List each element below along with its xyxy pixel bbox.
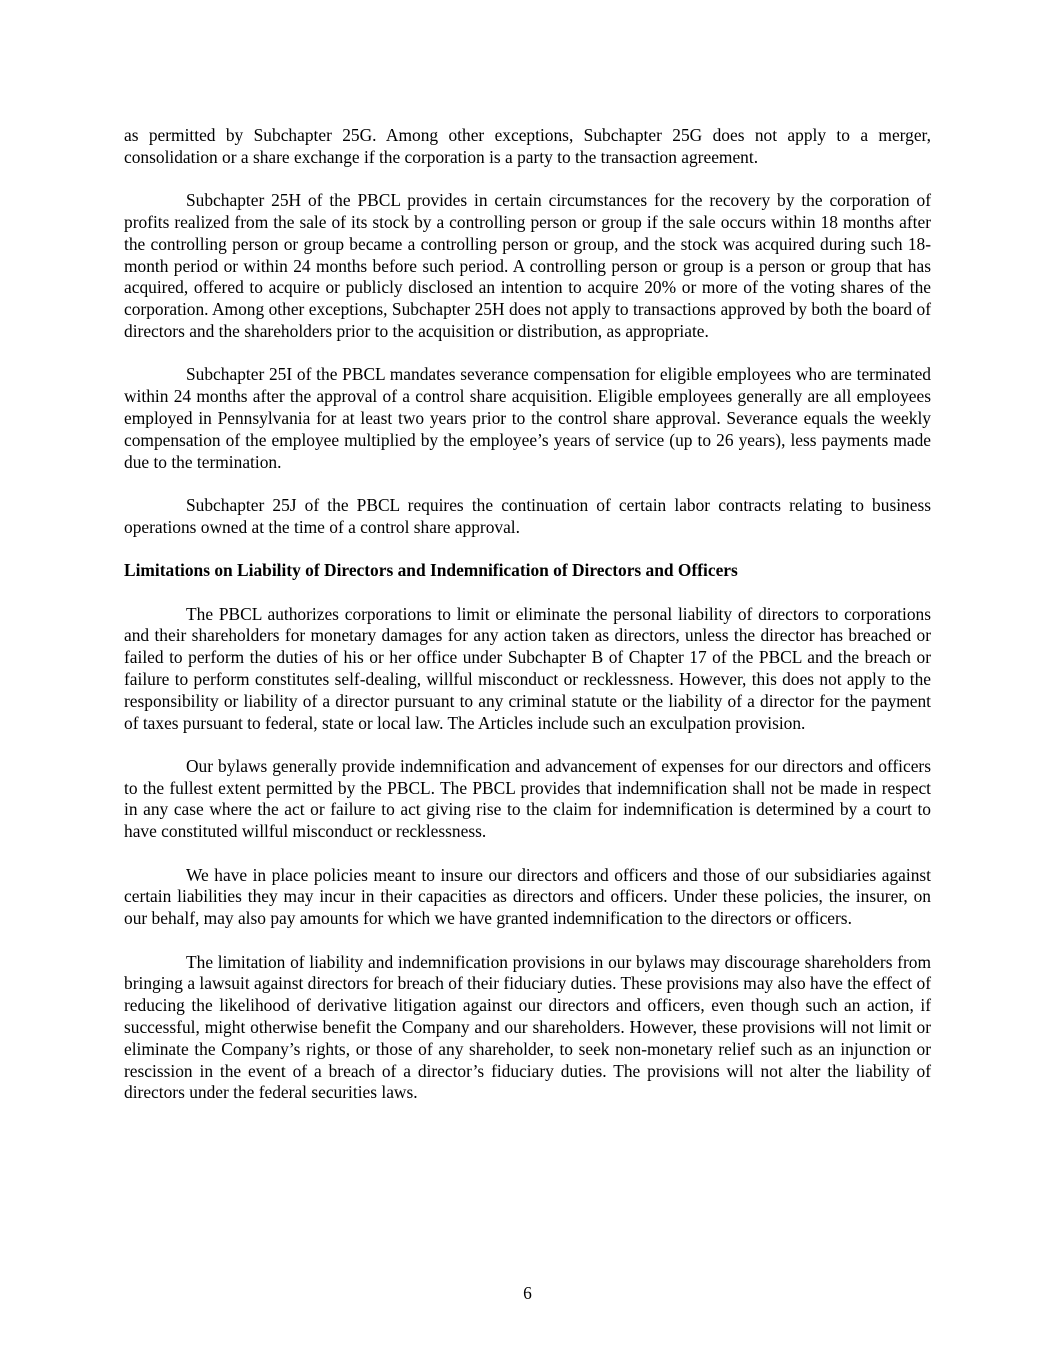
- paragraph-continuation-25g: as permitted by Subchapter 25G. Among other exceptions, Subchapter 25G does not apply to a merger, consolidation or a share exchange if the corporation is a party to the transaction agreement.: [124, 125, 931, 167]
- paragraph-pbcl-liability: The PBCL authorizes corporations to limit or eliminate the personal liability of directors to corporations and their shareholders for monetary damages for any action taken as directors, unless the director has breached or failed to perform the duties of his or her office under Subchapter B of Chapter 17 of the PBCL and the breach or failure to perform constitutes self-dealing, willful misconduct or recklessness. However, this does not apply to the responsibility or liability of a director pursuant to any criminal statute or the liability of a director for the payment of taxes pursuant to federal, state or local law. The Articles include such an exculpation provision.: [124, 603, 931, 733]
- paragraph-insurance-policies: We have in place policies meant to insure our directors and officers and those of our subsidiaries against certain liabilities they may incur in their capacities as directors and officers. Under these policies, the insurer, on our behalf, may also pay amounts for which we have granted indemnification to the directors or officers.: [124, 864, 931, 929]
- paragraph-subchapter-25h: Subchapter 25H of the PBCL provides in certain circumstances for the recovery by the corporation of profits realized from the sale of its stock by a controlling person or group if the sale occurs within 18 months after the controlling person or group became a controlling person or group, and the stock was acquired during such 18-month period or within 24 months before such period. A controlling person or group is a person or group that has acquired, offered to acquire or publicly disclosed an intention to acquire 20% or more of the voting shares of the corporation. Among other exceptions, Subchapter 25H does not apply to transactions approved by both the board of directors and the shareholders prior to the acquisition or distribution, as appropriate.: [124, 190, 931, 341]
- section-heading-liability-indemnification: Limitations on Liability of Directors and Indemnification of Directors and Officers: [124, 560, 738, 581]
- page-body: [124, 125, 931, 1126]
- paragraph-limitation-effects: The limitation of liability and indemnification provisions in our bylaws may discourage shareholders from bringing a lawsuit against directors for breach of their fiduciary duties. These provisions may also have the effect of reducing the likelihood of derivative litigation against our directors and officers, even though such an action, if successful, might otherwise benefit the Company and our shareholders. However, these provisions will not limit or eliminate the Company’s rights, or those of any shareholder, to seek non-monetary relief such as an injunction or rescission in the event of a breach of a director’s fiduciary duties. The provisions will not alter the liability of directors under the federal securities laws.: [124, 951, 931, 1103]
- paragraph-subchapter-25j: Subchapter 25J of the PBCL requires the continuation of certain labor contracts relating to business operations owned at the time of a control share approval.: [124, 494, 931, 537]
- page-number: 6: [523, 1283, 532, 1303]
- paragraph-bylaws-indemnification: Our bylaws generally provide indemnification and advancement of expenses for our directors and officers to the fullest extent permitted by the PBCL. The PBCL provides that indemnification shall not be made in respect in any case where the act or failure to act giving rise to the claim for indemnification is determined by a court to have constituted willful misconduct or recklessness.: [124, 755, 931, 842]
- paragraph-subchapter-25i: Subchapter 25I of the PBCL mandates severance compensation for eligible employees who are terminated within 24 months after the approval of a control share acquisition. Eligible employees generally are all employees employed in Pennsylvania for at least two years prior to the control share approval. Severance equals the weekly compensation of the employee multiplied by the employee’s years of service (up to 26 years), less payments made due to the termination.: [124, 364, 931, 472]
